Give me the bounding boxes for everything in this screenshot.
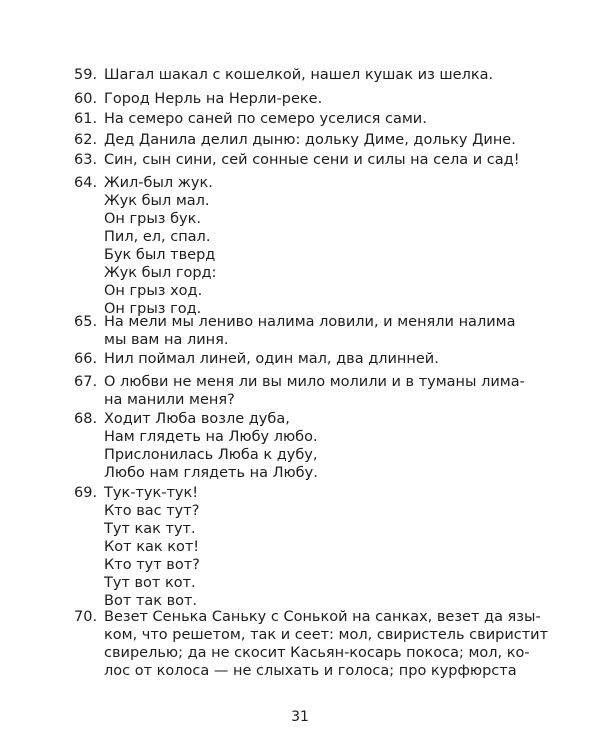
list-item	[74, 151, 520, 169]
text-line: Кот как кот!	[104, 539, 200, 555]
item-text	[104, 608, 549, 680]
list-item	[74, 608, 549, 680]
text-line: на манили меня?	[104, 392, 235, 408]
item-number: 60.	[74, 91, 98, 107]
text-line: Любо нам глядеть на Любу.	[104, 465, 318, 481]
text-line: Кто тут вот?	[104, 557, 200, 573]
item-text	[104, 350, 454, 368]
text-line: Кто вас тут?	[104, 503, 200, 519]
item-text	[104, 110, 454, 128]
list-item	[74, 110, 454, 128]
text-line: Тук-тук-тук!	[104, 485, 199, 501]
text-line: Шагал шакал с кошелкой, нашел кушак из шелка.	[104, 67, 494, 83]
text-line: Дед Данила делил дыню: дольку Диме, дольку Дине.	[104, 132, 516, 148]
text-line: О любви не меня ли вы мило молили и в туманы лима-	[104, 374, 525, 390]
list-item	[74, 313, 516, 349]
text-line: Бук был тверд	[104, 247, 216, 263]
item-number: 61.	[74, 111, 98, 127]
text-line: На семеро саней по семеро уселися сами.	[104, 111, 427, 127]
item-number: 68.	[74, 411, 98, 427]
list-item	[74, 66, 494, 84]
item-text	[104, 484, 454, 610]
text-line: Нам глядеть на Любу любо.	[104, 429, 318, 445]
text-line: Вот так вот.	[104, 593, 198, 609]
item-text	[104, 131, 516, 149]
text-line: ком, что решетом, так и сеет: мол, свиристель свиристит	[104, 627, 549, 643]
text-line: лос от колоса — не слыхать и голоса; про курфюрста	[104, 663, 517, 679]
text-line: Ходит Люба возле дуба,	[104, 411, 290, 427]
list-item	[74, 373, 525, 409]
page-number: 31	[291, 709, 309, 725]
text-line: Он грыз ход.	[104, 283, 203, 299]
text-line: Тут как тут.	[104, 521, 196, 537]
text-line: мы вам на линя.	[104, 332, 229, 348]
text-line: Син, сын сини, сей сонные сени и силы на села и сад!	[104, 152, 520, 168]
item-text	[104, 90, 454, 108]
list-item	[74, 484, 454, 610]
item-text	[104, 410, 454, 482]
item-text	[104, 174, 454, 318]
item-text	[104, 66, 494, 84]
text-line: Город Нерль на Нерли-реке.	[104, 91, 323, 107]
text-line: Пил, ел, спал.	[104, 229, 211, 245]
list-item	[74, 90, 454, 108]
text-line: Жук был мал.	[104, 193, 210, 209]
text-line: Прислонилась Люба к дубу,	[104, 447, 318, 463]
item-text	[104, 313, 516, 349]
item-number: 63.	[74, 152, 98, 168]
list-item	[74, 131, 516, 149]
item-number: 69.	[74, 485, 98, 501]
text-line: свирелью; да не скосит Касьян-косарь покоса; мол, ко-	[104, 645, 530, 661]
item-text	[104, 151, 520, 169]
text-line: На мели мы лениво налима ловили, и меняли налима	[104, 314, 516, 330]
text-line: Жук был горд:	[104, 265, 217, 281]
item-number: 66.	[74, 351, 98, 367]
item-number: 67.	[74, 374, 98, 390]
item-number: 62.	[74, 132, 98, 148]
text-line: Везет Сенька Саньку с Сонькой на санках, везет да язы-	[104, 609, 541, 625]
item-number: 70.	[74, 609, 98, 625]
item-text	[104, 373, 525, 409]
item-number: 64.	[74, 175, 98, 191]
item-number: 59.	[74, 67, 98, 83]
text-line: Он грыз бук.	[104, 211, 201, 227]
list-item	[74, 350, 454, 368]
text-line: Он грыз год.	[104, 301, 202, 317]
list-item	[74, 174, 454, 318]
item-number: 65.	[74, 314, 98, 330]
text-line: Нил поймал линей, один мал, два длинней.	[104, 351, 439, 367]
list-item	[74, 410, 454, 482]
text-line: Тут вот кот.	[104, 575, 196, 591]
text-line: Жил-был жук.	[104, 175, 213, 191]
